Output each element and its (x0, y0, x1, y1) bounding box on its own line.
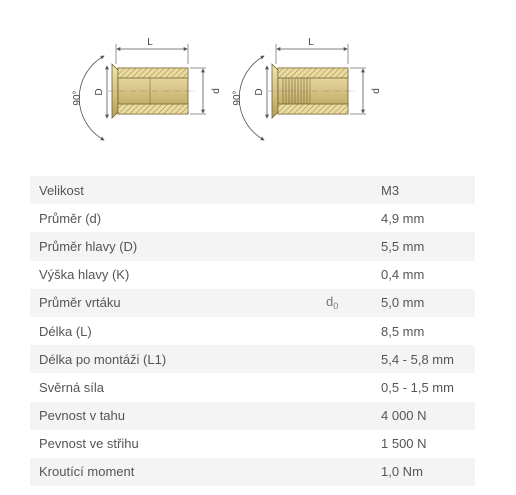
spec-symbol (326, 430, 381, 458)
spec-symbol (326, 458, 381, 486)
spec-label: Délka (L) (39, 323, 92, 339)
angle-label: 90° (232, 90, 243, 106)
spec-row (30, 289, 475, 317)
spec-symbol (326, 317, 381, 345)
spec-label: Délka po montáži (L1) (30, 345, 326, 373)
spec-value: 5,0 mm (381, 289, 475, 317)
spec-value: 1,0 Nm (381, 458, 475, 486)
technical-drawings (0, 0, 516, 170)
spec-label: Svěrná síla (39, 379, 105, 395)
spec-value: 4 000 N (381, 402, 475, 430)
spec-row (30, 261, 475, 289)
spec-symbol (326, 204, 381, 232)
spec-value: 5,4 - 5,8 mm (381, 345, 475, 373)
spec-symbol (326, 373, 381, 401)
drawing-rivet-nut-plain (72, 37, 222, 140)
spec-value: 4,9 mm (381, 210, 425, 226)
spec-value: M3 (381, 176, 475, 204)
spec-label: Výška hlavy (K) (39, 267, 130, 283)
spec-label: Průměr hlavy (D) (30, 232, 326, 260)
spec-label: Velikost (30, 176, 326, 204)
spec-label: Kroutící moment (30, 458, 326, 486)
spec-row (30, 345, 475, 373)
spec-row (30, 458, 475, 486)
symbol-text: d (326, 294, 334, 310)
spec-symbol (326, 176, 381, 204)
spec-row (30, 402, 475, 430)
spec-label: Pevnost ve střihu (39, 436, 139, 452)
dimension-D-label: D (94, 88, 105, 96)
spec-label: Průměr (d) (39, 210, 102, 226)
spec-row (30, 204, 475, 232)
spec-row (30, 176, 475, 204)
spec-symbol (326, 402, 381, 430)
dimension-L-label: L (147, 37, 153, 48)
spec-value: 1 500 N (381, 436, 427, 452)
spec-value: 5,5 mm (381, 232, 475, 260)
spec-row (30, 430, 475, 458)
dimension-d-label: d (371, 88, 382, 94)
spec-value: 0,5 - 1,5 mm (381, 379, 454, 395)
spec-symbol (326, 345, 381, 373)
spec-symbol (326, 232, 381, 260)
spec-symbol (326, 261, 381, 289)
spec-row (30, 317, 475, 345)
spec-row (30, 373, 475, 401)
spec-symbol (326, 289, 381, 317)
dimension-D-label: D (254, 88, 265, 96)
drawing-rivet-nut-knurled (232, 37, 382, 140)
dimension-d-label: d (211, 88, 222, 94)
spec-value: 8,5 mm (381, 323, 425, 339)
symbol-subscript: 0 (333, 301, 339, 312)
spec-label: Průměr vrtáku (30, 289, 326, 317)
spec-row (30, 232, 475, 260)
angle-label: 90° (72, 90, 83, 106)
spec-table (30, 176, 475, 486)
spec-label: Pevnost v tahu (30, 402, 326, 430)
dimension-L-label: L (308, 37, 314, 48)
spec-value: 0,4 mm (381, 267, 425, 283)
